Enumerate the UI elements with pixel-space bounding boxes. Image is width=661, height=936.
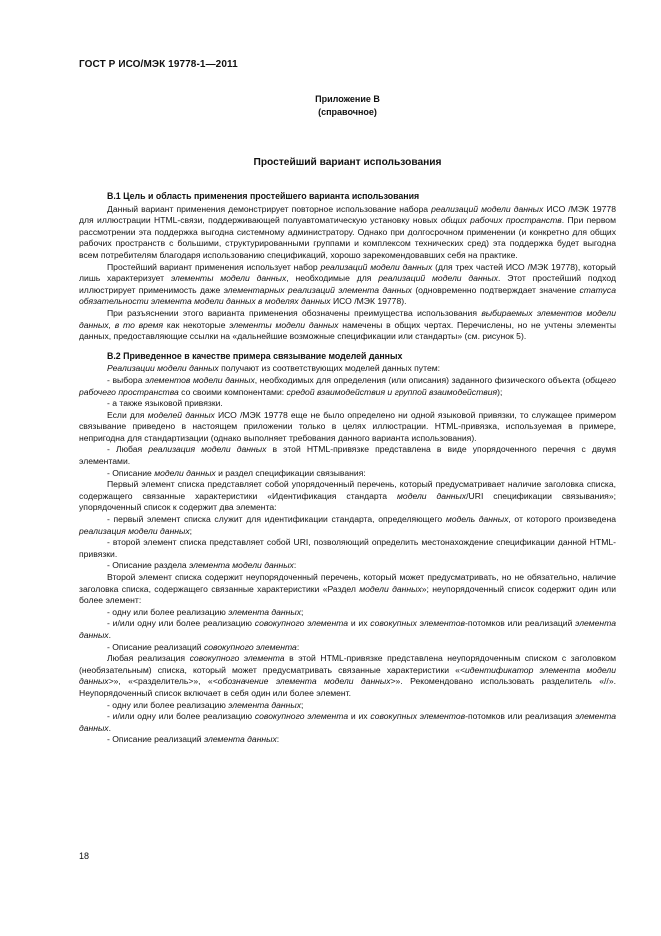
page-number: 18 [79,851,90,861]
paragraph: - Описание реализаций совокупного элемента: [107,641,300,652]
paragraph: - и/или одну или более реализацию совокупного элемента и их совокупных элементов-потомков или реализация элемента данных. [79,711,616,733]
paragraph: - Описание реализаций элемента данных: [107,734,280,745]
paragraph: Первый элемент списка представляет собой упорядоченный перечень, который предусматривает наличие заголовка списка, содержащего связанные характеристики «Идентификация стандарта модели данных/URI спецификации связывания»; упорядоченный список к содержит два элемента: [79,479,616,513]
annex-heading: Простейший вариант использования [253,157,442,168]
paragraph: Реализации модели данных получают из соответствующих моделей данных путем: [107,363,441,374]
paragraph: Данный вариант применения демонстрирует повторное использование набора реализаций модели данных ИСО /МЭК 19778 для иллюстрации HTML-связи, поддерживающей полуавтоматическую установку новых общих рабочих пространств. При первом рассмотрении эта поддержка выгодна системному администратору. Однако при долгосрочном применении (и конкретно для общих рабочих пространств с большими, структурированными группами и комплексом технических сред) эта поддержка будет выгодна всем потребителям благодаря использованию спецификаций, хорошо зарекомендовавших себя на практике. [79,203,616,260]
paragraph: - выбора элементов модели данных, необходимых для определения (или описания) заданного физического объекта (общего рабочего пространства со своими компонентами: средой взаимодействия и группой взаимодействия); [79,374,616,397]
paragraph: - Любая реализация модели данных в этой HTML-привязке представлена в виде упорядоченного перечня с двумя элементами. [79,444,616,467]
section-heading: В.2 Приведенное в качестве примера связывание моделей данных [107,350,403,361]
paragraph: При разъяснении этого варианта применения обозначены преимущества использования выбираемых элементов модели данных, в то время как некоторые элементы модели данных намечены в общих чертах. Перечислены, но не учтены элементы данных, предоставляющие ссылки на «дальнейшие возможные спецификации или стандарты» (см. рисунок 5). [79,307,617,342]
paragraph: - и/или одну или более реализацию совокупного элемента и их совокупных элементов-потомков или реализаций элемента данных. [79,618,616,640]
paragraph: - второй элемент списка представляет собой URI, позволяющий определить местонахождение спецификации данной HTML-привязки. [79,537,616,559]
paragraph: - одну или более реализацию элемента данных; [107,699,304,710]
paragraph: Второй элемент списка содержит неупорядоченный перечень, который может предусматривать, но не обязательно, наличие заголовка списка, содержащего связанные характеристики «Раздел модели данных»; неупорядоченный список содержит один или более элемент: [79,572,616,606]
section-heading: В.1 Цель и область применения простейшего варианта использования [107,191,420,201]
document-body [79,191,616,746]
annex-type: (справочное) [318,107,377,117]
paragraph: - первый элемент списка служит для идентификации стандарта, определяющего модель данных, от которого произведена реализация модели данных; [79,514,616,536]
paragraph: - а также языковой привязки. [107,398,223,409]
annex-title: Приложение В [315,94,380,104]
paragraph: - Описание раздела элемента модели данных: [107,560,297,571]
document-header: ГОСТ Р ИСО/МЭК 19778-1—2011 [79,59,238,70]
annex-label [79,93,616,119]
paragraph: Если для моделей данных ИСО /МЭК 19778 еще не было определено ни одной языковой привязки, то служащее примером связывание приведено в настоящем приложении только в целях иллюстрации. HTML-привязка, используемая в примере, непригодна для стандартизации (однако выполняет требования данного варианта использования). [79,409,616,443]
paragraph: - одну или более реализацию элемента данных; [107,606,304,617]
paragraph: Любая реализация совокупного элемента в этой HTML-привязке представлена неупорядоченным списком с заголовком (необязательным) списка, который может предусматривать связанные характеристики «<идентификатор элемента модели данных>», «<разделитель>», «<обозначение элемента модели данных>». Рекомендовано использовать разделитель «//». Неупорядоченный список включает в себя один или более элемент. [79,653,616,698]
paragraph: Простейший вариант применения использует набор реализаций модели данных (для трех частей ИСО /МЭК 19778), который лишь характеризует элементы модели данных, необходимые для реализаций модели данных. Этот простейший подход иллюстрирует применимость даже элементарных реализаций элемента данных (одновременно подтверждает значение статуса обязательности элемента модели данных в моделях данных ИСО /МЭК 19778). [79,261,616,307]
paragraph: - Описание модели данных и раздел спецификации связывания: [107,467,366,478]
